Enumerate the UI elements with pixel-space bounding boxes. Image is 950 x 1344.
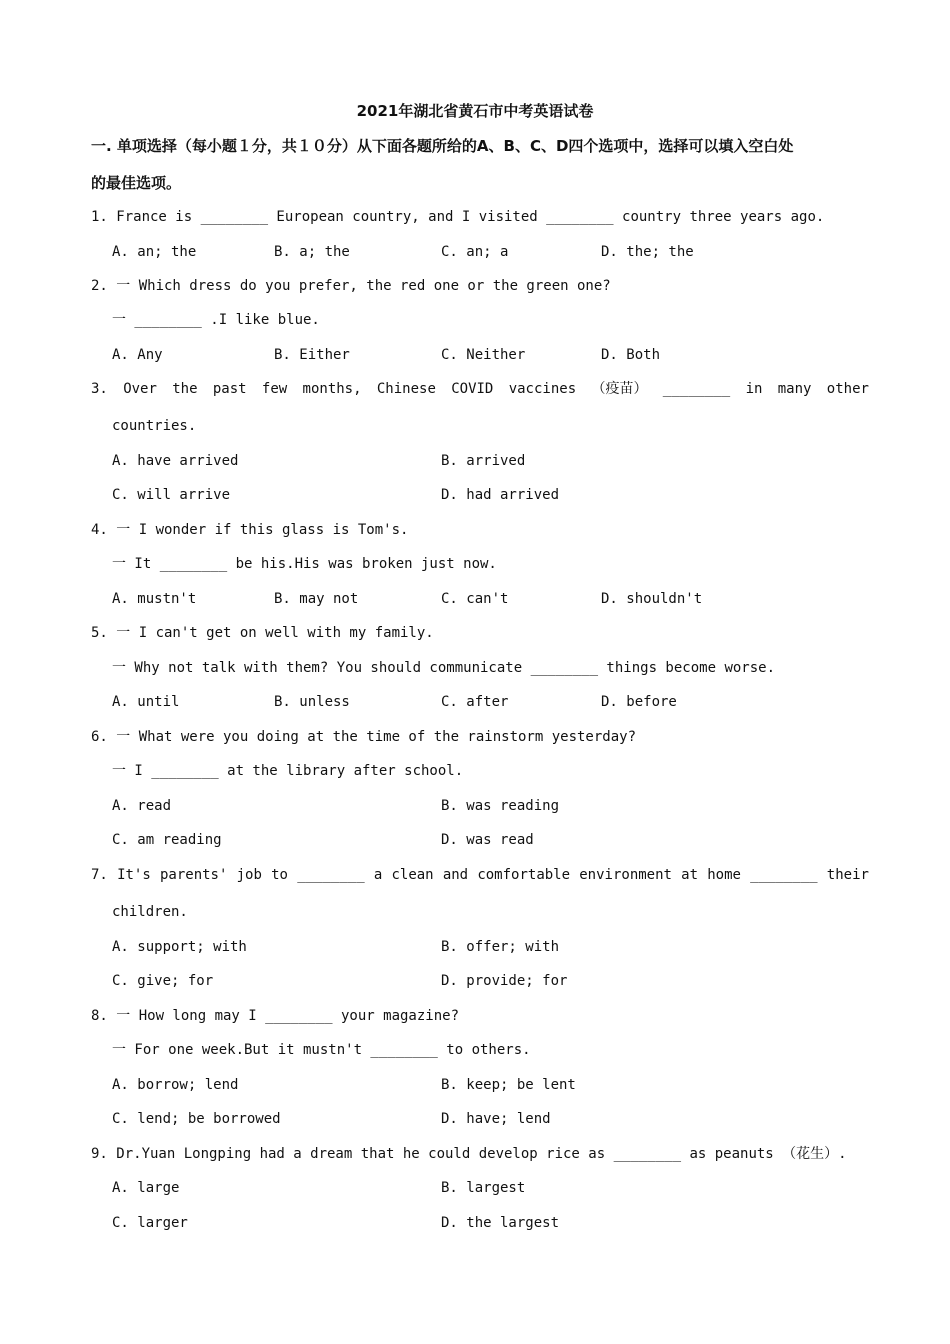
question-8-reply: 一 For one week.But it mustn't ________ to others.: [112, 1042, 531, 1058]
question-4-reply: 一 It ________ be his.His was broken just now.: [112, 556, 497, 572]
question-7-option-a[interactable]: A. support; with: [112, 939, 247, 955]
question-4-option-b[interactable]: B. may not: [274, 591, 359, 607]
stem-word: their: [826, 867, 869, 883]
stem-word: ________: [662, 381, 731, 397]
stem-word: at: [681, 867, 699, 883]
question-6-option-c[interactable]: C. am reading: [112, 832, 222, 848]
question-3-stem-cont: countries.: [112, 418, 197, 434]
stem-word: job: [236, 867, 262, 883]
stem-word: past: [212, 381, 247, 397]
stem-word: other: [826, 381, 869, 397]
question-2-option-a[interactable]: A. Any: [112, 347, 163, 363]
stem-word: 3.: [91, 381, 108, 397]
stem-word: comfortable: [477, 867, 571, 883]
question-3-option-c[interactable]: C. will arrive: [112, 487, 231, 503]
question-8-option-a[interactable]: A. borrow; lend: [112, 1077, 239, 1093]
question-9-option-d[interactable]: D. the largest: [441, 1215, 560, 1231]
question-5-option-b[interactable]: B. unless: [274, 694, 350, 710]
stem-word: to: [271, 867, 288, 883]
stem-word: many: [777, 381, 812, 397]
stem-word: a: [373, 867, 383, 883]
stem-word: clean: [391, 867, 434, 883]
stem-word: home: [707, 867, 741, 883]
question-1-stem: 1. France is ________ European country, and I visited ________ country three years ago.: [91, 209, 825, 225]
question-9-option-c[interactable]: C. larger: [112, 1215, 188, 1231]
stem-word: （疫苗）: [591, 381, 648, 397]
question-6-stem: 6. 一 What were you doing at the time of the rainstorm yesterday?: [91, 729, 637, 745]
question-6-option-a[interactable]: A. read: [112, 798, 172, 814]
question-5-option-a[interactable]: A. until: [112, 694, 180, 710]
question-9-option-b[interactable]: B. largest: [441, 1180, 526, 1196]
question-9-stem: 9. Dr.Yuan Longping had a dream that he could develop rice as ________ as peanuts （花生）.: [91, 1146, 847, 1162]
section-heading-line1: 一. 单项选择（每小题１分，共１０分）从下面各题所给的A、B、C、D四个选项中，选择可以填入空白处: [91, 137, 794, 155]
stem-word: in: [745, 381, 763, 397]
question-7-option-d[interactable]: D. provide; for: [441, 973, 568, 989]
question-9-option-a[interactable]: A. large: [112, 1180, 180, 1196]
question-6-option-b[interactable]: B. was reading: [441, 798, 560, 814]
stem-word: It's: [117, 867, 151, 883]
question-1-option-a[interactable]: A. an; the: [112, 244, 197, 260]
question-2-reply: 一 ________ .I like blue.: [112, 312, 320, 328]
question-7-option-c[interactable]: C. give; for: [112, 973, 214, 989]
question-5-option-d[interactable]: D. before: [601, 694, 677, 710]
stem-word: and: [442, 867, 469, 883]
question-2-option-d[interactable]: D. Both: [601, 347, 661, 363]
section-heading-line2: 的最佳选项。: [91, 174, 182, 192]
question-3-option-b[interactable]: B. arrived: [441, 453, 526, 469]
question-8-option-b[interactable]: B. keep; be lent: [441, 1077, 576, 1093]
question-8-option-d[interactable]: D. have; lend: [441, 1111, 551, 1127]
stem-word: 7.: [91, 867, 108, 883]
question-4-stem: 4. 一 I wonder if this glass is Tom's.: [91, 522, 409, 538]
question-1-option-c[interactable]: C. an; a: [441, 244, 509, 260]
question-6-reply: 一 I ________ at the library after school.: [112, 763, 464, 779]
question-6-option-d[interactable]: D. was read: [441, 832, 534, 848]
question-3-option-d[interactable]: D. had arrived: [441, 487, 560, 503]
question-8-option-c[interactable]: C. lend; be borrowed: [112, 1111, 281, 1127]
question-8-stem: 8. 一 How long may I ________ your magazine?: [91, 1008, 460, 1024]
exam-title: 2021年湖北省黄石市中考英语试卷: [356, 102, 594, 120]
question-7-stem: [91, 865, 869, 885]
stem-word: Chinese: [376, 381, 436, 397]
stem-word: months,: [302, 381, 362, 397]
question-4-option-c[interactable]: C. can't: [441, 591, 509, 607]
stem-word: few: [261, 381, 288, 397]
question-1-option-d[interactable]: D. the; the: [601, 244, 694, 260]
question-2-option-b[interactable]: B. Either: [274, 347, 350, 363]
question-5-option-c[interactable]: C. after: [441, 694, 509, 710]
question-3-option-a[interactable]: A. have arrived: [112, 453, 239, 469]
question-5-reply: 一 Why not talk with them? You should communicate ________ things become worse.: [112, 660, 776, 676]
question-5-stem: 5. 一 I can't get on well with my family.: [91, 625, 434, 641]
stem-word: vaccines: [508, 381, 577, 397]
stem-word: Over: [123, 381, 157, 397]
stem-word: ________: [750, 867, 818, 883]
stem-word: environment: [579, 867, 672, 883]
question-2-option-c[interactable]: C. Neither: [441, 347, 526, 363]
question-4-option-d[interactable]: D. shouldn't: [601, 591, 703, 607]
stem-word: COVID: [451, 381, 494, 397]
question-2-stem: 2. 一 Which dress do you prefer, the red one or the green one?: [91, 278, 611, 294]
question-3-stem: [91, 379, 869, 399]
question-7-option-b[interactable]: B. offer; with: [441, 939, 560, 955]
stem-word: the: [172, 381, 198, 397]
question-4-option-a[interactable]: A. mustn't: [112, 591, 197, 607]
question-7-stem-cont: children.: [112, 904, 188, 920]
question-1-option-b[interactable]: B. a; the: [274, 244, 350, 260]
stem-word: ________: [297, 867, 365, 883]
stem-word: parents': [159, 867, 228, 883]
